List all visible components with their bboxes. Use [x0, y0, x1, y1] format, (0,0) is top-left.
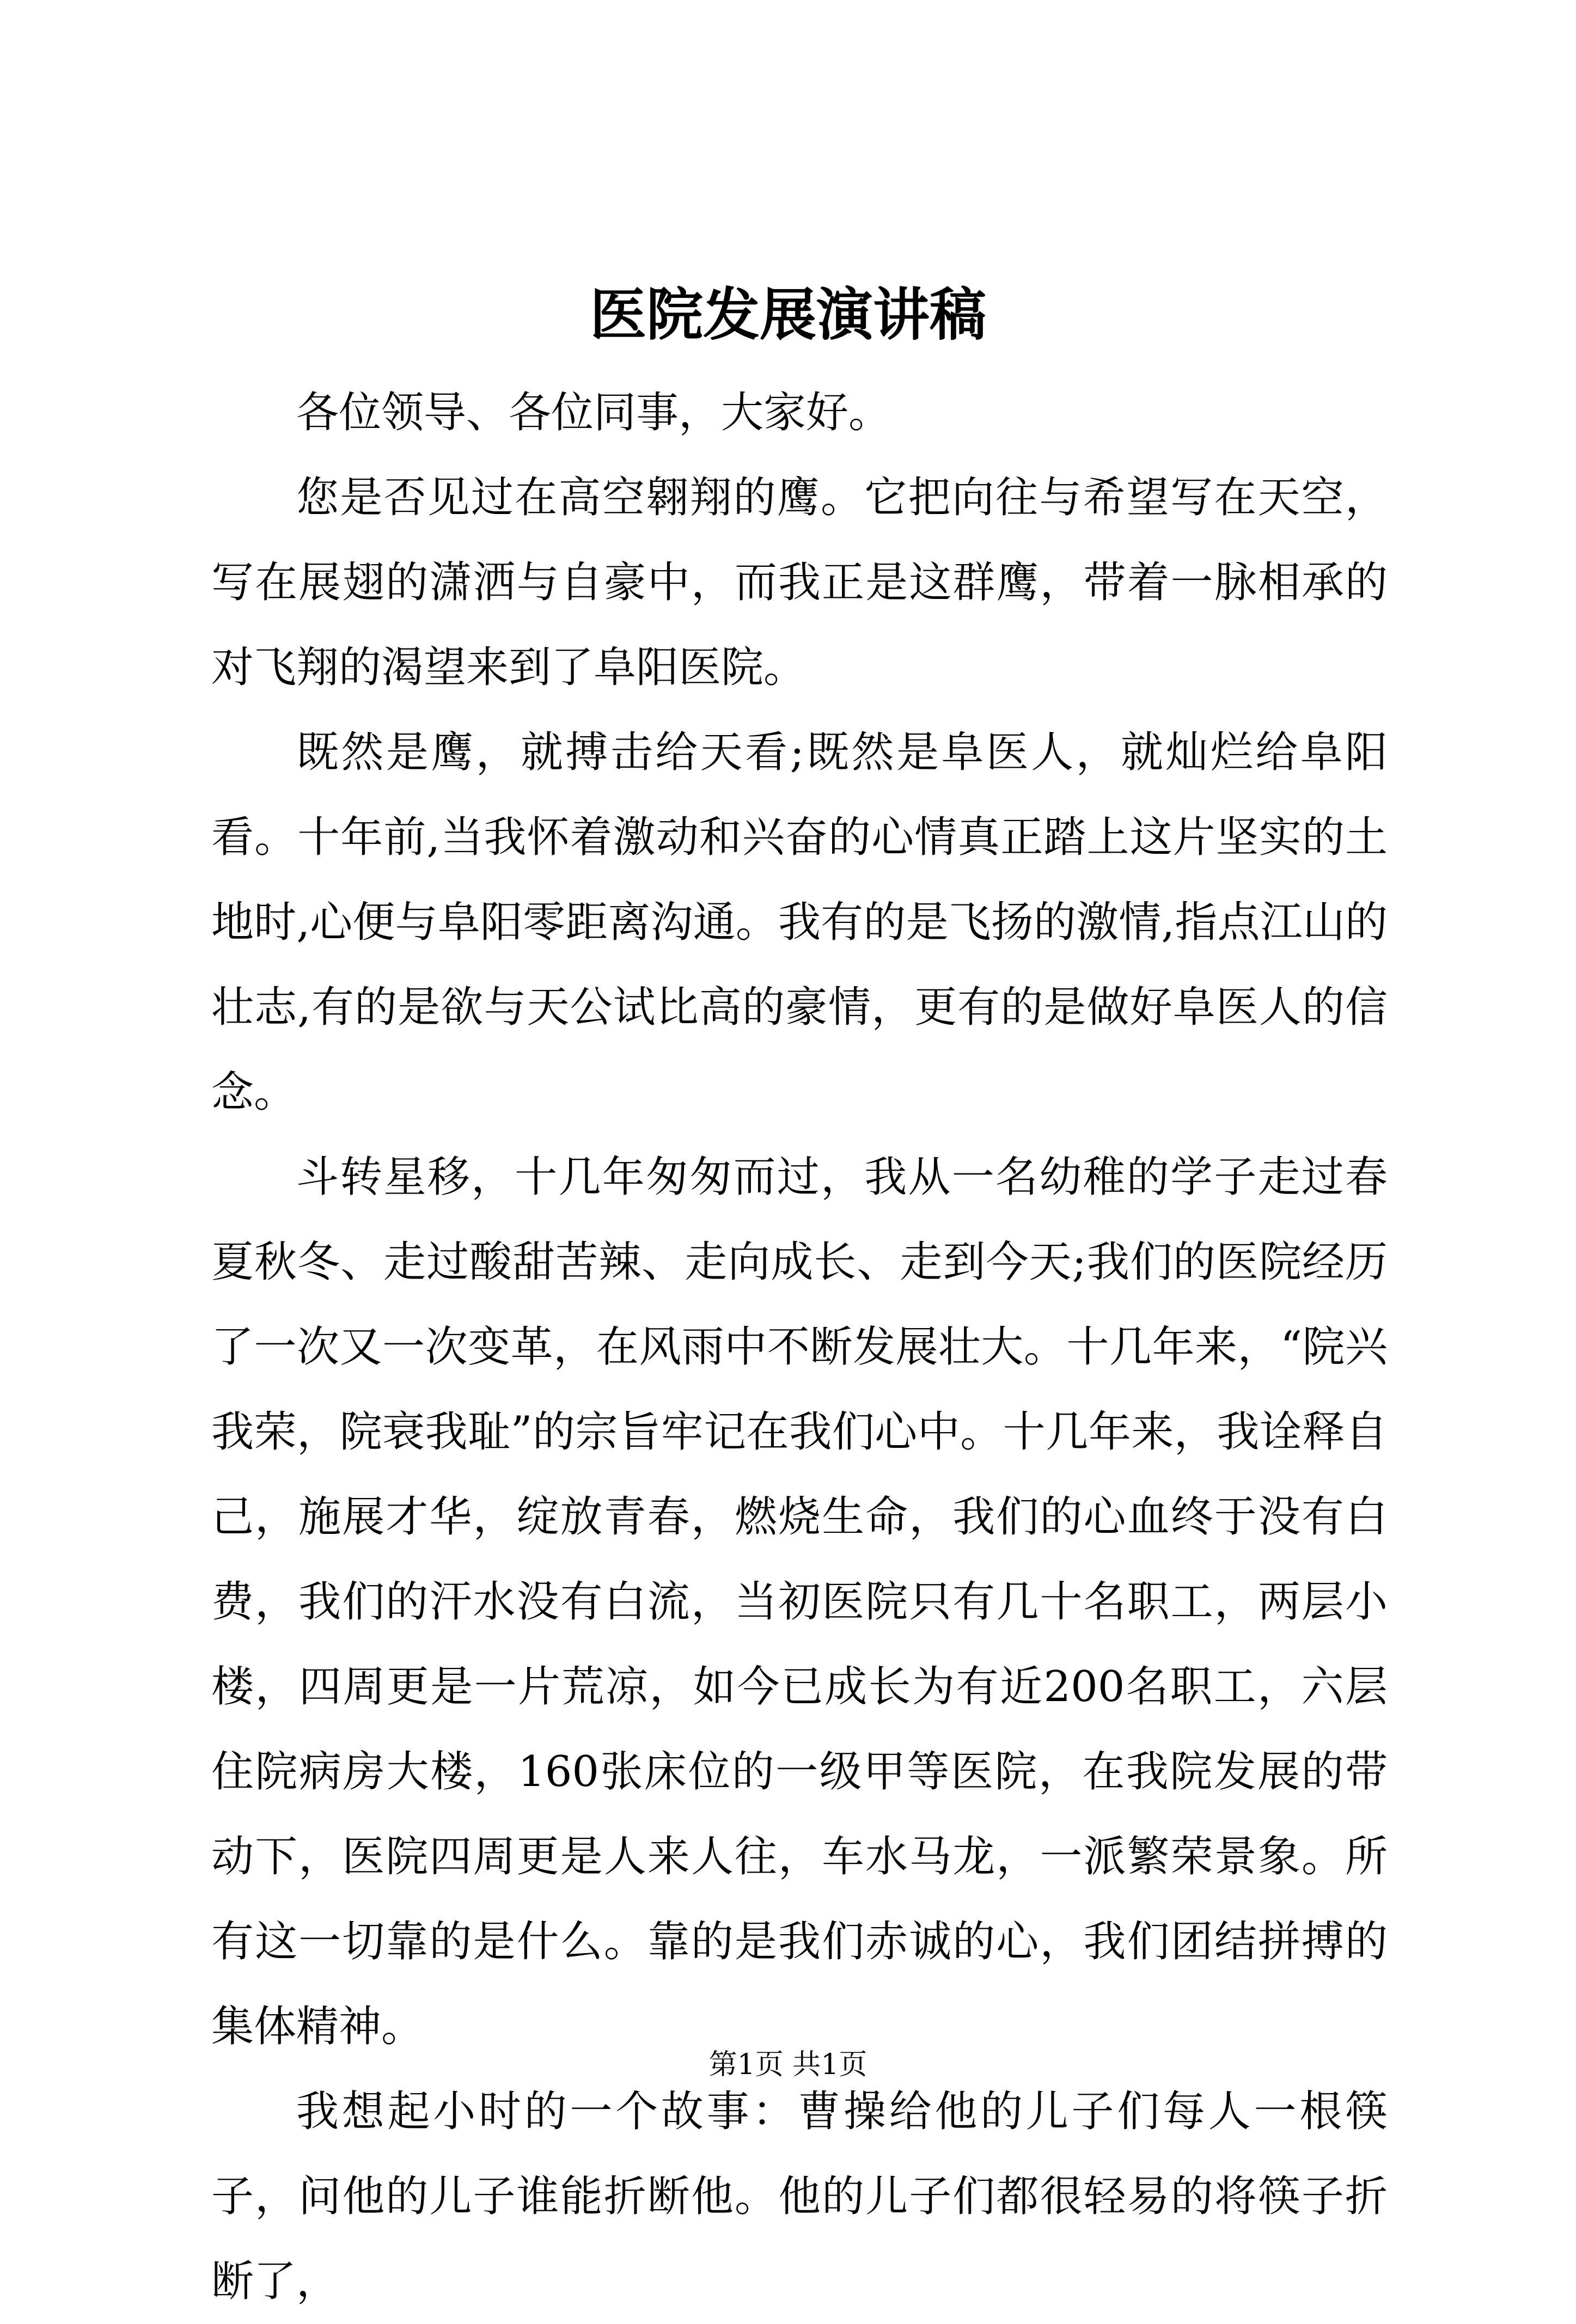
paragraph-3: 既然是鹰，就搏击给天看;既然是阜医人，就灿烂给阜阳看。十年前,当我怀着激动和兴奋的心情真正踏上这片坚实的土地时,心便与阜阳零距离沟通。我有的是飞扬的激情,指点江山的壮志,有的是欲与天公试比高的豪情，更有的是做好阜医人的信念。	[211, 728, 1388, 1117]
document-body	[211, 370, 1388, 2324]
document-title: 医院发展演讲稿	[589, 281, 986, 348]
paragraph-1: 各位领导、各位同事，大家好。	[296, 388, 891, 437]
page-footer: 第1页 共1页	[708, 2048, 868, 2081]
paragraph-5: 我想起小时的一个故事：曹操给他的儿子们每人一根筷子，问他的儿子谁能折断他。他的儿子们都很轻易的将筷子折断了，	[211, 2087, 1388, 2306]
paragraph-4: 斗转星移，十几年匆匆而过，我从一名幼稚的学子走过春夏秋冬、走过酸甜苦辣、走向成长、走到今天;我们的医院经历了一次又一次变革，在风雨中不断发展壮大。十几年来，“院兴我荣，院衰我耻”的宗旨牢记在我们心中。十几年来，我诠释自己，施展才华，绽放青春，燃烧生命，我们的心血终于没有白费，我们的汗水没有白流，当初医院只有几十名职工，两层小楼，四周更是一片荒凉，如今已成长为有近200名职工，六层住院病房大楼，160张床位的一级甲等医院，在我院发展的带动下，医院四周更是人来人往，车水马龙，一派繁荣景象。所有这一切靠的是什么。靠的是我们赤诚的心，我们团结拼搏的集体精神。	[211, 1153, 1388, 2051]
paragraph-2: 您是否见过在高空翱翔的鹰。它把向往与希望写在天空，写在展翅的潇洒与自豪中，而我正是这群鹰，带着一脉相承的对飞翔的渴望来到了阜阳医院。	[211, 473, 1388, 692]
